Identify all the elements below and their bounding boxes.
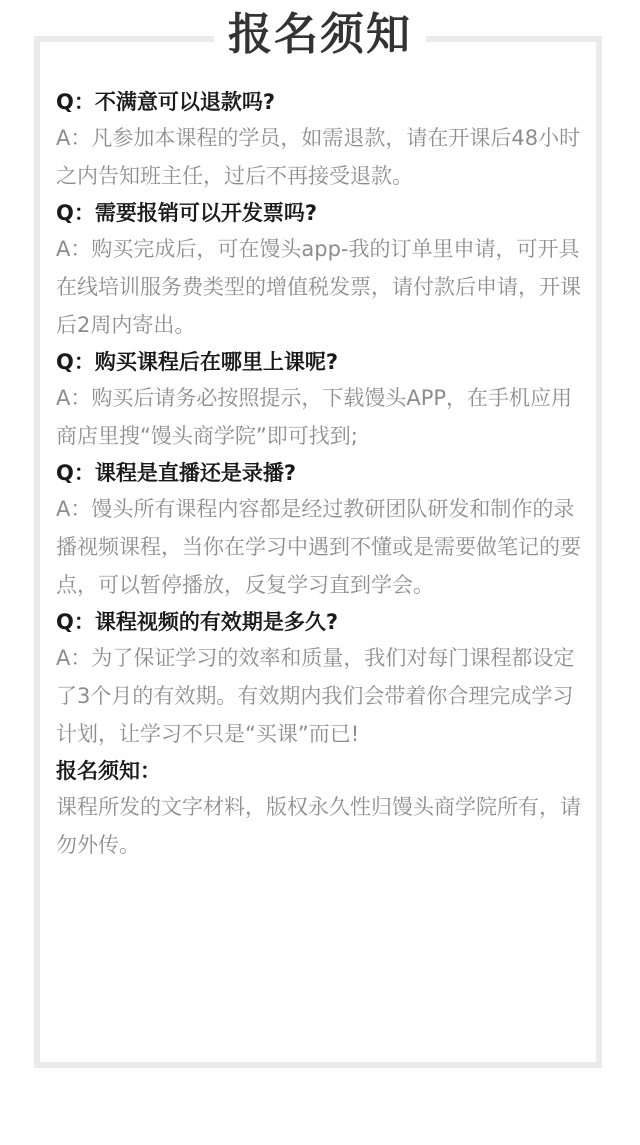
faq-answer-5: A：为了保证学习的效率和质量，我们对每门课程都设定了3个月的有效期。有效期内我们会带着你合理完成学习计划，让学习不只是“买课”而已! (56, 646, 575, 746)
faq-question-3: Q：购买课程后在哪里上课呢? (56, 350, 339, 374)
notice-text: 课程所发的文字材料，版权永久性归馒头商学院所有，请勿外传。 (56, 795, 581, 857)
faq-answer-4: A：馒头所有课程内容都是经过教研团队研发和制作的录播视频课程，当你在学习中遇到不懂或是需要做笔记的要点，可以暂停播放，反复学习直到学会。 (56, 497, 581, 597)
page-title: 报名须知 (214, 6, 426, 64)
faq-question-2: Q：需要报销可以开发票吗? (56, 201, 318, 225)
faq-question-5: Q：课程视频的有效期是多久? (56, 610, 339, 634)
faq-content (56, 86, 584, 866)
faq-question-4: Q：课程是直播还是录播? (56, 461, 297, 485)
faq-answer-3: A：购买后请务必按照提示，下载馒头APP，在手机应用商店里搜“馒头商学院”即可找到; (56, 386, 573, 448)
faq-question-1: Q：不满意可以退款吗? (56, 90, 276, 114)
faq-answer-1: A：凡参加本课程的学员，如需退款，请在开课后48小时之内告知班主任，过后不再接受退款。 (56, 126, 581, 188)
notice-heading: 报名须知： (56, 759, 161, 783)
faq-answer-2: A：购买完成后，可在馒头app-我的订单里申请，可开具在线培训服务费类型的增值税发票，请付款后申请，开课后2周内寄出。 (56, 237, 581, 337)
